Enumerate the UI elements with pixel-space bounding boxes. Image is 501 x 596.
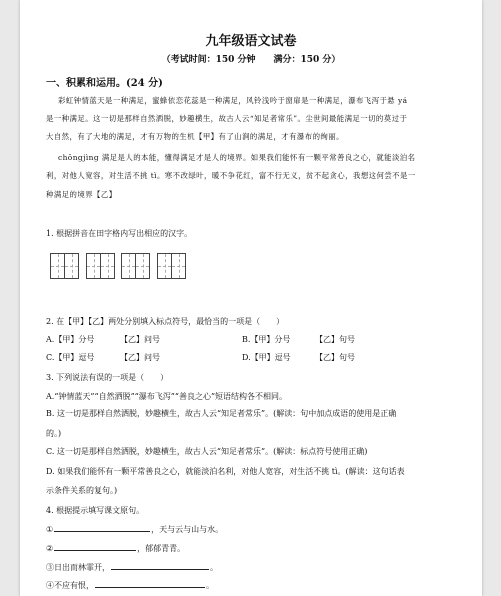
question-3: 3. 下列说法有误的一项是（ ）: [46, 373, 169, 382]
q4-item-4-text: 。: [206, 581, 214, 590]
q2-option-c-second: 【乙】问号: [120, 353, 160, 362]
q2-option-a: A.【甲】分号: [46, 335, 95, 344]
q4-item-1-number: ①: [46, 525, 54, 534]
q2-option-d-second: 【乙】句号: [315, 353, 355, 362]
exam-page: [20, 0, 482, 596]
q2-option-b-second: 【乙】句号: [315, 335, 355, 344]
q2-option-c: C.【甲】逗号: [46, 353, 95, 362]
q4-item-4: [46, 579, 214, 591]
q4-item-2-text: ，郁郁青青。: [137, 544, 186, 553]
q2-option-b: B.【甲】分号: [242, 335, 291, 344]
exam-subtitle: （考试时间：150 分钟 满分：150 分）: [161, 55, 341, 65]
tianzi-grid-1[interactable]: [50, 253, 78, 279]
q2-option-d: D.【甲】逗号: [242, 353, 291, 362]
question-1: 1. 根据拼音在田字格内写出相应的汉字。: [46, 229, 193, 238]
q2-option-a-second: 【乙】问号: [120, 335, 160, 344]
q3-option-d: D. 如果我们能怀有一颗平常善良之心，就能淡泊名利，对他人宽容，对生活不挑 tì。(解读：这句话表: [46, 467, 405, 476]
q4-item-3-text: 。: [210, 563, 218, 572]
section-heading: 一、积累和运用。(24 分): [46, 78, 163, 89]
q4-item-2-number: ②: [46, 544, 54, 553]
passage-line-6: 种满足的境界【乙】: [46, 190, 117, 199]
passage-line-4: chōngjìng 满足是人的本能，懂得满足才是人的境界。如果我们能怀有一颗平常善良之心，就能淡泊名: [58, 153, 416, 162]
q3-option-d-cont: 示条件关系的复句。): [46, 486, 118, 495]
passage-line-5: 利，对他人宽容，对生活不挑 tì。寒不改绿叶，暖不争花红，富不行无义，贫不起贪心，我想这何尝不是一: [46, 171, 416, 180]
q4-item-1: [46, 523, 223, 535]
question-4: 4. 根据提示填写课文原句。: [46, 506, 145, 515]
q4-item-1-text: ，天与云与山与水。: [151, 525, 224, 534]
tianzi-grid-4[interactable]: [157, 253, 185, 279]
q4-item-3-lead: ③日出而林霏开，: [46, 563, 110, 572]
q4-item-2: [46, 542, 185, 554]
tianzi-grid-3[interactable]: [121, 253, 149, 279]
passage-line-3: 大自然，有了大地的满足，才有万物的生机【甲】有了山涧的满足，才有瀑布的绚丽。: [46, 132, 344, 141]
q4-blank-2[interactable]: [54, 542, 136, 551]
q3-option-b: B. 这一切是那样自然洒脱，妙趣横生，故古人云“知足者常乐”。(解读：句中加点成语的使用是正确: [46, 409, 397, 418]
passage-line-2: 是一种满足。这一切是那样自然洒脱，妙趣横生，故古人云“知足者常乐”。尘世间最能满足一切的莫过于: [46, 114, 408, 123]
q3-option-a: A.“钟情蓝天”“自然洒脱”“瀑布飞泻”“善良之心”短语结构各不相同。: [46, 392, 288, 401]
q4-blank-3[interactable]: [111, 561, 209, 570]
q4-blank-1[interactable]: [54, 523, 150, 532]
q4-item-3: [46, 561, 218, 573]
passage-line-1: 彩虹钟情蓝天是一种满足，蜜蜂依恋花蕊是一种满足，风铃浅吟于窗扉是一种满足，瀑布飞泻于悬 yá: [58, 96, 408, 105]
q3-option-c: C. 这一切是那样自然洒脱，妙趣横生，故古人云“知足者常乐”。(解读：标点符号使用正确): [46, 447, 368, 456]
question-2: 2. 在【甲】【乙】两处分别填入标点符号，最恰当的一项是（ ）: [46, 317, 285, 326]
tianzi-grid-2[interactable]: [86, 253, 114, 279]
exam-title: 九年级语文试卷: [205, 34, 297, 49]
q3-option-b-cont: 的。): [46, 429, 62, 438]
q4-item-4-lead: ④不应有恨，: [46, 581, 94, 590]
q4-blank-4[interactable]: [95, 579, 205, 588]
